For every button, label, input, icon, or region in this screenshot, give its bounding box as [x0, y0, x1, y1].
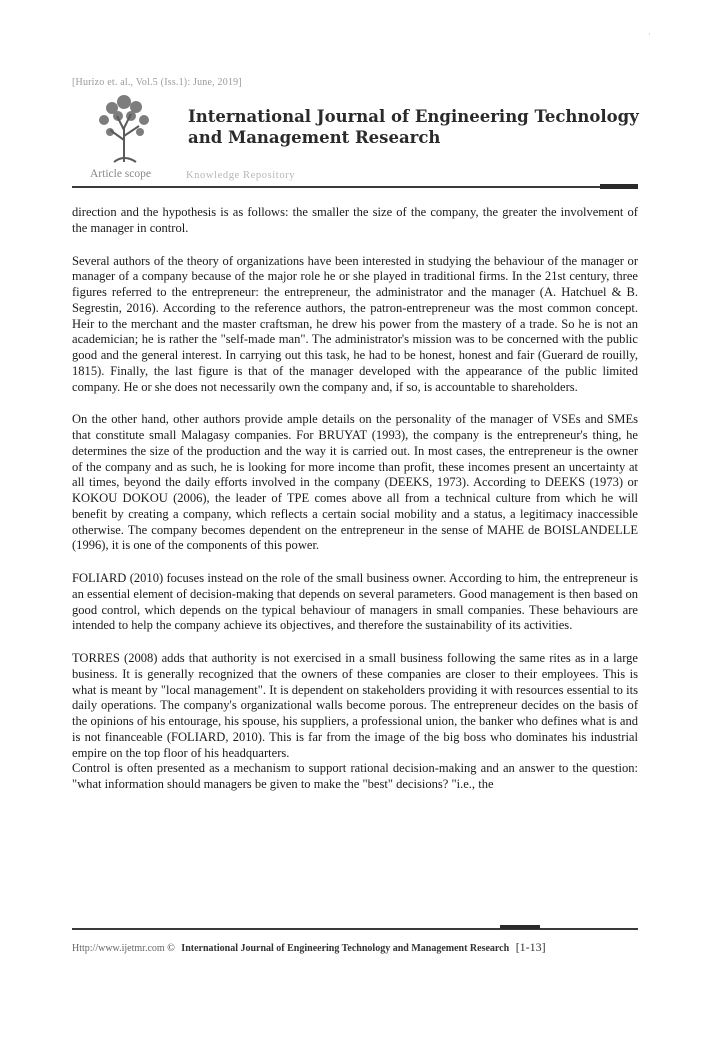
- paragraph-5: TORRES (2008) adds that authority is not exercised in a small business following the same rites as in a large business. It is generally recognized that the owners of these companies are closer to their employees. This is what is meant by "local management". It is dependent on stakeholders providing it with resources essential to its daily operations. The company's organizational walls become porous. The entrepreneur decides on the basis of the opinions of his entourage, his spouse, his suppliers, a professional union, the banker who defines what is and is not financeable (FOLIARD, 2010). This is far from the image of the big boss who dominates his industrial empire on the top floor of his headquarters.: [72, 651, 638, 760]
- page-range: [1-13]: [515, 940, 546, 954]
- footer-divider-accent: [500, 925, 540, 929]
- paragraph-6: Control is often presented as a mechanism to support rational decision-making and an answer to the question: "what information should managers be given to make the "best" decisions? "i.e., the: [72, 761, 638, 791]
- page-footer: [72, 940, 642, 955]
- logo-caption: Article scope: [90, 168, 151, 180]
- tree-logo-icon: [84, 90, 168, 166]
- repository-caption: Knowledge Repository: [186, 170, 296, 181]
- header-divider: [72, 186, 638, 188]
- journal-url[interactable]: Http://www.ijetmr.com: [72, 943, 165, 954]
- copyright-icon: ©: [167, 943, 175, 954]
- journal-title: International Journal of Engineering Technology and Management Research: [188, 107, 639, 147]
- citation-header: [Hurizo et. al., Vol.5 (Iss.1): June, 2019]: [72, 77, 242, 88]
- header-divider-accent: [600, 184, 638, 189]
- footer-journal-name: International Journal of Engineering Technology and Management Research: [181, 943, 510, 954]
- paragraph-1: direction and the hypothesis is as follows: the smaller the size of the company, the greater the involvement of the manager in control.: [72, 205, 638, 235]
- footer-divider: [72, 928, 638, 930]
- paragraph-3: On the other hand, other authors provide ample details on the personality of the manager of VSEs and SMEs that constitute small Malagasy companies. For BRUYAT (1993), the company is the entrepreneur's thing, he determines the size of the production and the way it is carried out. In most cases, the entrepreneur is the owner of the company and as such, he is looking for more income than profit, these incomes present an uncertainty at all times, beyond the daily efforts involved in the company (DEEKS, 1973). According to DEEKS (1973) or KOKOU DOKOU (2006), the leader of TPE comes above all from a technical culture from which he will benefit by creating a company, which reflects a certain social mobility and a status, a legitimacy inaccessible otherwise. The company becomes dependent on the entrepreneur in the sense of MAHE de BOISLANDELLE (1996), it is one of the components of this power.: [72, 412, 638, 553]
- article-body: [72, 205, 638, 810]
- paragraph-4: FOLIARD (2010) focuses instead on the role of the small business owner. According to him, the entrepreneur is an essential element of decision-making that depends on several parameters. Good management is then based on good control, which depends on the typical behaviour of managers in small companies. These behaviours are intended to help the company achieve its objectives, and therefore the sustainability of its activities.: [72, 571, 638, 633]
- paragraph-2: Several authors of the theory of organizations have been interested in studying the behaviour of the manager or manager of a company because of the major role he or she played in traditional firms. In the 21st century, three figures referred to the entrepreneur: the entrepreneur, the administrator and the manager (A. Hatchuel & B. Segrestin, 2016). According to the reference authors, the patron-entrepreneur was the most common concept. Heir to the merchant and the master craftsman, he drew his power from the mastery of a trade. So he is not an academician; he is rather the "self-made man". The administrator's mission was to be concerned with the public good and the general interest. In carrying out this task, he had to be honest, honest and fair (Guerard de rouilly, 1815). Finally, the last figure is that of the manager developed with the appearance of the public limited company. He or she does not necessarily own the company and, if so, is accountable to shareholders.: [72, 253, 638, 394]
- scan-speck: ·: [648, 30, 651, 39]
